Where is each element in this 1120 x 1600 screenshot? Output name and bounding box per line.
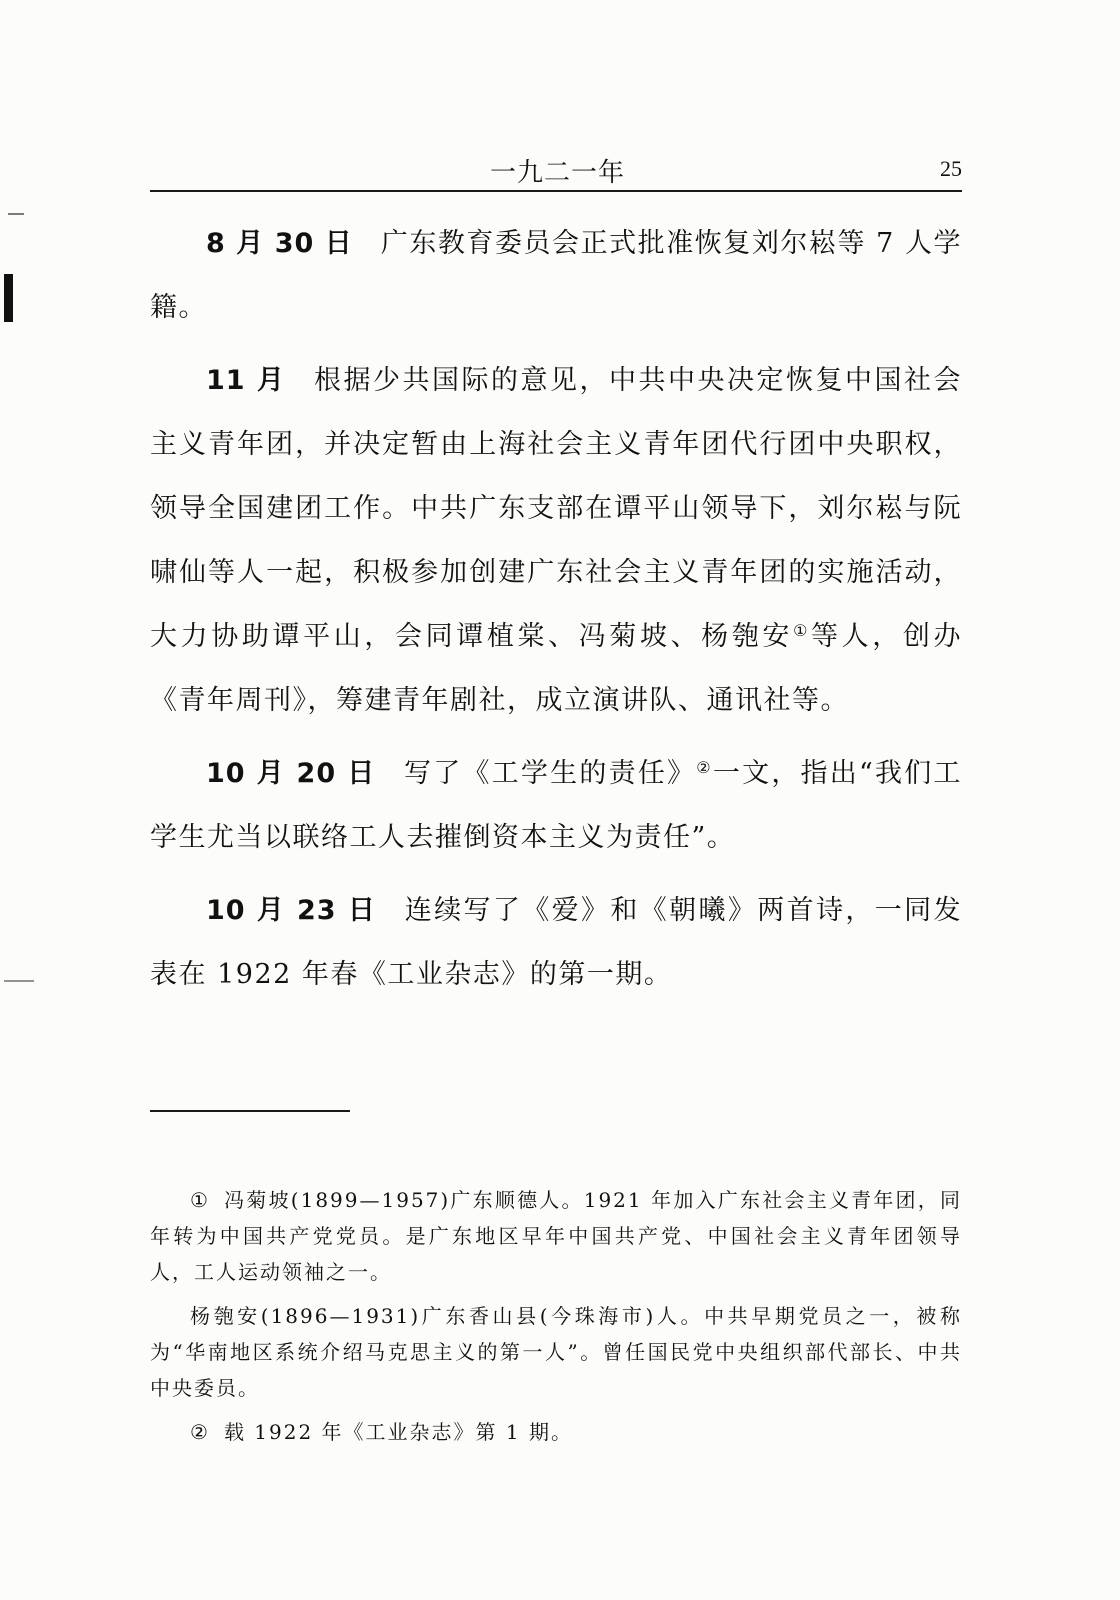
footnote-text: 冯菊坡(1899—1957)广东顺德人。1921 年加入广东社会主义青年团，同年转为中国共产党党员。是广东地区早年中国共产党、中国社会主义青年团领导人，工人运动领袖之一。 <box>150 1188 962 1284</box>
entry-text: 广东教育委员会正式批准恢复刘尔崧等 7 人学籍。 <box>150 228 962 323</box>
header-rule <box>150 190 962 192</box>
footnote-mark: ① <box>190 1188 211 1212</box>
entry-text: 写了《工学生的责任》 <box>404 758 697 789</box>
chronicle-entry <box>150 879 962 1007</box>
footnote-reference[interactable]: ① <box>793 621 812 640</box>
footnote <box>150 1298 962 1406</box>
footnote-text: 载 1922 年《工业杂志》第 1 期。 <box>223 1420 573 1444</box>
entry-text-continued: 等人，创办《青年周刊》，筹建青年剧社，成立演讲队、通讯社等。 <box>150 621 963 716</box>
entry-date: 11 月 <box>206 365 286 396</box>
scan-artifact-bar <box>4 274 13 322</box>
scan-artifact-mark <box>8 213 24 215</box>
footnotes <box>150 1182 962 1458</box>
chronicle-entry <box>150 349 962 733</box>
scan-artifact-mark <box>4 980 34 982</box>
entry-date: 10 月 23 日 <box>206 895 377 926</box>
footnote-rule <box>150 1110 350 1112</box>
footnote <box>150 1182 962 1290</box>
chronicle-entry <box>150 742 962 870</box>
entry-text-continued: 一文，指出“我们工学生尤当以联络工人去摧倒资本主义为责任”。 <box>150 758 963 853</box>
chronicle-entry <box>150 212 962 340</box>
running-title: 一九二一年 <box>490 158 626 188</box>
running-head <box>150 150 962 190</box>
chronicle-body <box>150 212 962 1016</box>
footnote-mark: ② <box>190 1420 210 1444</box>
footnote-text: 杨匏安(1896—1931)广东香山县(今珠海市)人。中共早期党员之一，被称为“华南地区系统介绍马克思主义的第一人”。曾任国民党中央组织部代部长、中共中央委员。 <box>150 1304 962 1400</box>
entry-text: 连续写了《爱》和《朝曦》两首诗，一同发表在 1922 年春《工业杂志》的第一期。 <box>150 895 962 990</box>
entry-text: 根据少共国际的意见，中共中央决定恢复中国社会主义青年团，并决定暂由上海社会主义青年团代行团中央职权，领导全国建团工作。中共广东支部在谭平山领导下，刘尔崧与阮啸仙等人一起，积极参加创建广东社会主义青年团的实施活动，大力协助谭平山，会同谭植棠、冯菊坡、杨匏安 <box>150 365 962 652</box>
footnote <box>150 1414 962 1450</box>
entry-date: 10 月 20 日 <box>206 758 376 789</box>
footnote-reference[interactable]: ② <box>696 758 713 777</box>
page-number: 25 <box>940 156 962 181</box>
entry-date: 8 月 30 日 <box>206 228 353 259</box>
